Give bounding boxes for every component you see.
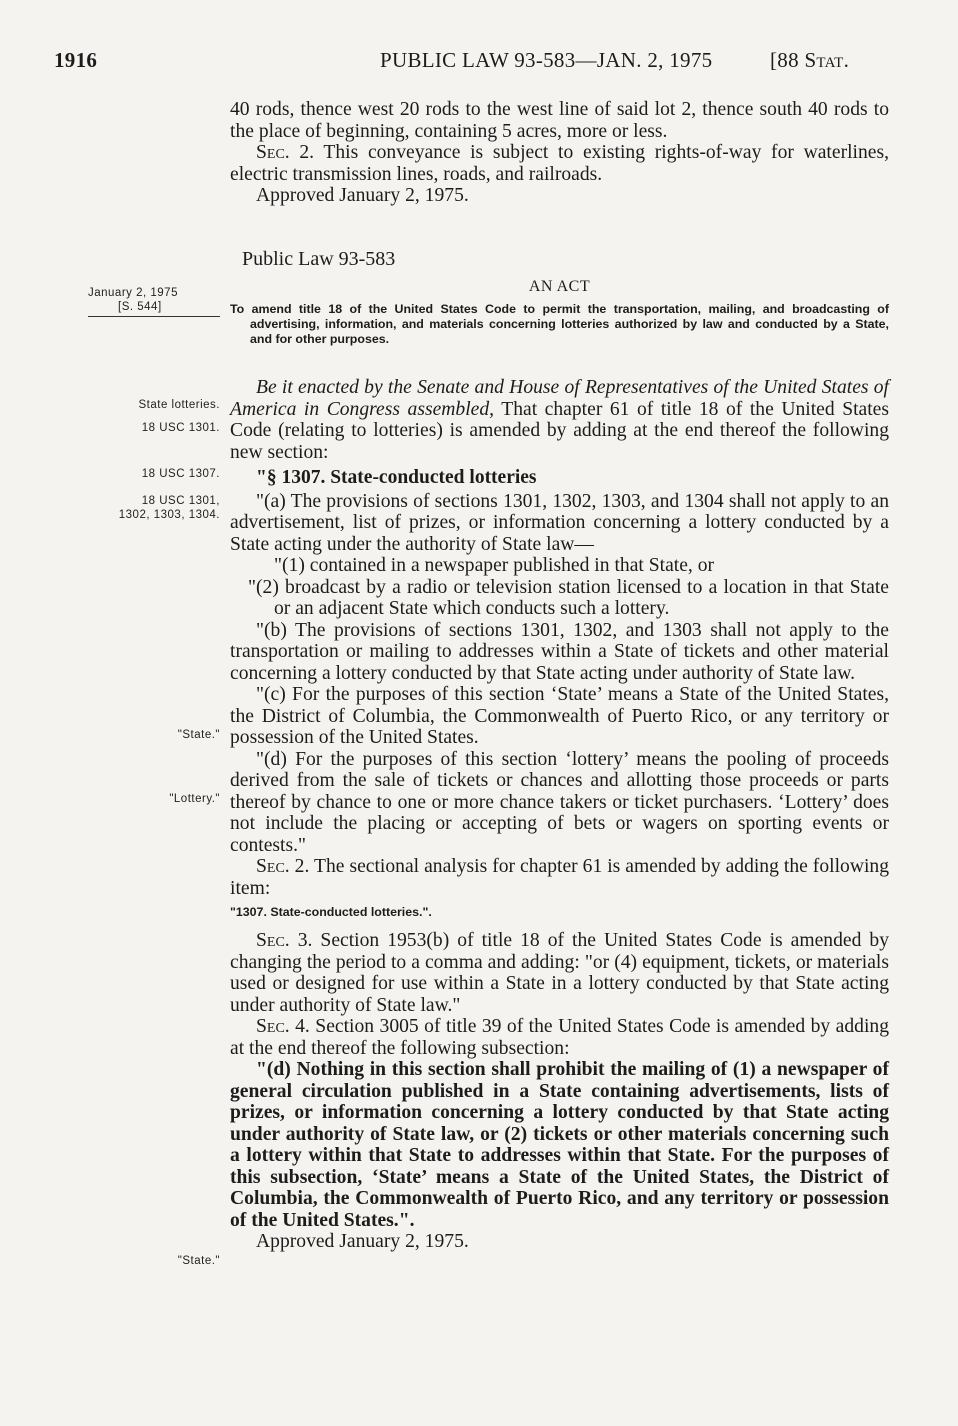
margin-usc-multi	[70, 494, 220, 522]
margin-usc-1301: 18 USC 1301.	[141, 422, 220, 434]
section-1307-heading: "§ 1307. State-conducted lotteries	[256, 467, 537, 488]
enacting-clause-italic: Be it enacted by the Senate and House of Representatives of the United States of America in Congress assembled,	[230, 377, 889, 420]
section-2-label: Sec. 2.	[256, 856, 310, 877]
margin-lottery-definition: "Lottery."	[169, 793, 220, 805]
section-3	[230, 930, 889, 1016]
section-2	[230, 856, 889, 899]
prior-sec-2-label: Sec. 2.	[256, 142, 315, 163]
act-purpose-text: To amend title 18 of the United States Code to permit the transportation, mailing, and broadcasting of advertising, information, and materials concerning lotteries authorized by law and conducted by a State, and for other purposes.	[230, 302, 889, 346]
prior-approved: Approved January 2, 1975.	[256, 185, 469, 206]
section-3-label: Sec. 3.	[256, 930, 313, 951]
margin-state-lotteries: State lotteries.	[138, 399, 220, 411]
approved-date: Approved January 2, 1975.	[256, 1231, 469, 1252]
act-body	[230, 377, 889, 1253]
section-3-text: Section 1953(b) of title 18 of the United States Code is amended by changing the period to a comma and adding: "or (4) equipment, tickets, or materials used or designed for use within a State in a lottery conducted by that State acting under authority of State law."	[230, 930, 889, 1016]
subsection-b: "(b) The provisions of sections 1301, 1302, and 1303 shall not apply to the transportation or mailing to addresses within a State of tickets and other material concerning a lottery conducted by that State acting under authority of State law.	[230, 619, 889, 684]
subsection-d: "(d) For the purposes of this section ‘lottery’ means the pooling of proceeds derived from the sale of tickets or chances and allotting those proceeds or parts thereof by chance to one or more chance takers or ticket purchasers. ‘Lottery’ does not include the placing or accepting of bets or wagers on sporting events or contests."	[230, 748, 889, 856]
enacting-clause	[230, 377, 889, 463]
margin-state-definition-2: "State."	[177, 1255, 220, 1267]
prior-sec-2-text: This conveyance is subject to existing rights-of-way for waterlines, electric transmission lines, roads, and railroads.	[230, 142, 890, 185]
law-date: January 2, 1975	[88, 287, 178, 299]
section-4-label: Sec. 4.	[256, 1016, 310, 1037]
subsection-c: "(c) For the purposes of this section ‘State’ means a State of the United States, the District of Columbia, the Commonwealth of Puerto Rico, or any territory or possession of the United States.	[230, 684, 889, 748]
section-2-text: The sectional analysis for chapter 61 is amended by adding the following item:	[230, 856, 890, 899]
paragraph-a2: "(2) broadcast by a radio or television station licensed to a location in that State or an adjacent State which conducts such a lottery.	[248, 576, 889, 619]
bill-number: [S. 544]	[118, 301, 162, 313]
an-act-heading: AN ACT	[528, 278, 591, 295]
margin-usc-multi-line1: 18 USC 1301,	[141, 495, 220, 507]
enacting-clause-text: That chapter 61 of title 18 of the United States Code (relating to lotteries) is amended by adding at the end thereof the following new section:	[230, 398, 889, 463]
prior-sec-2	[230, 142, 889, 185]
public-law-title-block	[230, 249, 889, 271]
margin-divider	[88, 316, 220, 317]
section-4-subsection-d: "(d) Nothing in this section shall prohibit the mailing of (1) a newspaper of general circulation published in a State containing advertisements, lists of prizes, or information concerning a lottery conducted by that State acting under authority of State law, or (2) tickets or other materials concerning such a lottery within that State to addresses within that State. For the purposes of this subsection, ‘State’ means a State of the United States, the District of Columbia, the Commonwealth of Puerto Rico, and any territory or possession of the United States.".	[230, 1059, 889, 1231]
act-purpose	[230, 302, 889, 347]
margin-usc-1307: 18 USC 1307.	[141, 468, 220, 480]
section-2-item: "1307. State-conducted lotteries.".	[230, 905, 432, 919]
section-4-text: Section 3005 of title 39 of the United States Code is amended by adding at the end thereof the following subsection:	[230, 1016, 890, 1059]
prior-paragraph: 40 rods, thence west 20 rods to the west line of said lot 2, thence south 40 rods to the place of beginning, containing 5 acres, more or less.	[230, 99, 889, 142]
volume-citation-text: [88 Stat.	[770, 48, 850, 72]
paragraph-a1: "(1) contained in a newspaper published in that State, or	[274, 555, 715, 576]
running-title: PUBLIC LAW 93-583—JAN. 2, 1975	[380, 48, 713, 72]
page-number: 1916	[54, 48, 98, 72]
margin-usc-multi-line2: 1302, 1303, 1304.	[118, 509, 220, 521]
subsection-a: "(a) The provisions of sections 1301, 1302, 1303, and 1304 shall not apply to an advertisement, list of prizes, or information concerning a lottery conducted by a State acting under the authority of State law—	[230, 490, 889, 555]
volume-citation	[770, 48, 849, 73]
public-law-title: Public Law 93-583	[242, 248, 396, 270]
prior-law-tail	[230, 99, 889, 207]
section-4	[230, 1016, 889, 1059]
margin-state-definition: "State."	[177, 729, 220, 741]
